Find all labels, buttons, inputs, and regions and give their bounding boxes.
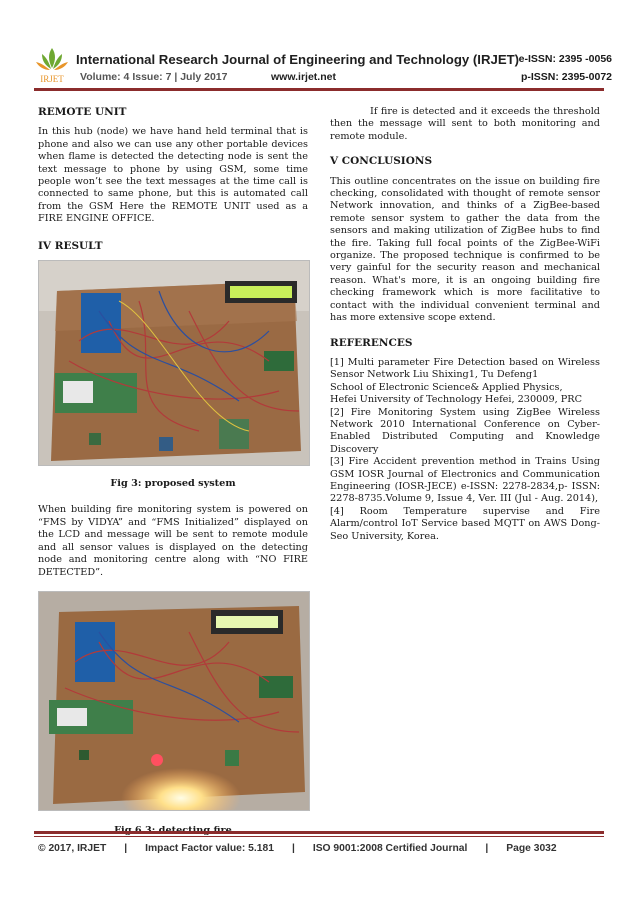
- remote-unit-heading: REMOTE UNIT: [38, 106, 127, 118]
- detecting-fire-image: [39, 592, 309, 810]
- proposed-system-image: [39, 261, 309, 465]
- footer-divider: [34, 831, 604, 834]
- reference-item: [4] Room Temperature supervise and Fire Alarm/control IoT Service based MQTT on AWS Dong-Seo University, Korea.: [330, 505, 600, 542]
- fig3-photo: [38, 260, 310, 466]
- svg-text:IRJET: IRJET: [40, 74, 64, 84]
- journal-url-link[interactable]: www.irjet.net: [271, 71, 336, 83]
- reference-item: [2] Fire Monitoring System using ZigBee Wireless Network 2010 International Conference on Cyber-Enabled Distributed Computing and Knowledge Discovery: [330, 406, 600, 455]
- journal-title: International Research Journal of Engineering and Technology (IRJET): [76, 52, 520, 67]
- footer-divider-thin: [34, 836, 604, 837]
- right-column: [330, 106, 600, 543]
- page-footer: [38, 843, 598, 854]
- reference-item: [3] Fire Accident prevention method in Trains Using GSM IOSR Journal of Electronics and Communication Engineering (IOSR-JECE) e-ISSN: 2278-2834,p- ISSN: 2278-8735.Volume 9, Issue 4, Ver. III (Jul - Aug. 2014),: [330, 456, 600, 505]
- e-issn: e-ISSN: 2395 -0056: [518, 53, 612, 65]
- reference-item: Hefei University of Technology Hefei, 230009, PRC: [330, 394, 583, 406]
- footer-impact-factor: Impact Factor value: 5.181: [145, 843, 274, 854]
- reference-item: School of Electronic Science& Applied Physics,: [330, 381, 563, 393]
- footer-iso: ISO 9001:2008 Certified Journal: [312, 843, 468, 854]
- references-heading: REFERENCES: [330, 336, 413, 349]
- conclusions-paragraph: This outline concentrates on the issue on building fire checking, consolidated with thought of remote sensor Network innovation, and thinks of a ZigBee-based remote sensor system to gather the data from the sensors and making utilization of ZigBee hubs to find the fire. Taking full focal points of the ZigBee-WiFi organize. The proposed technique is confirmed to be very gainful for the security reason and mechanical reason. What's more, it is an ongoing building fire checking framework which is more facilitative to contact with the individual convenient terminal and has more extensive scope extend.: [330, 175, 600, 324]
- result-heading: IV RESULT: [38, 239, 103, 252]
- result-paragraph: When building fire monitoring system is powered on “FMS by VIDYA” and “FMS Initialized” displayed on the LCD and message will be sent to remote module and all sensor values is displayed on the detecting node and monitoring centre along with “NO FIRE DETECTED”.: [38, 504, 308, 578]
- header-divider: [34, 88, 604, 91]
- footer-separator: |: [291, 843, 295, 854]
- conclusions-heading: V CONCLUSIONS: [330, 155, 433, 168]
- fig63-photo: [38, 591, 310, 811]
- footer-separator: |: [124, 843, 128, 854]
- irjet-logo-icon: [34, 44, 70, 84]
- p-issn: p-ISSN: 2395-0072: [520, 71, 612, 83]
- reference-item: [1] Multi parameter Fire Detection based on Wireless Sensor Network Liu Shixing1, Tu Defeng1: [330, 356, 600, 381]
- footer-page-number: Page 3032: [506, 843, 557, 854]
- page-header: [0, 0, 638, 100]
- volume-issue: Volume: 4 Issue: 7 | July 2017: [80, 71, 228, 83]
- left-column: [38, 106, 308, 851]
- footer-copyright: © 2017, IRJET: [38, 843, 107, 854]
- remote-unit-paragraph: In this hub (node) we have hand held terminal that is phone and also we can use any other portable devices when flame is detected the detecting node is sent the text message to phone by using GSM, some time people won’t see the text messages at the time call is connected to same phone, but this is automated call from the GSM Here the REMOTE UNIT used as a FIRE ENGINE OFFICE.: [38, 126, 308, 225]
- fire-detected-paragraph: If fire is detected and it exceeds the threshold then the message will sent to both monitoring and remote module.: [330, 106, 600, 142]
- footer-separator: |: [485, 843, 489, 854]
- fig3-caption: Fig 3: proposed system: [110, 478, 236, 490]
